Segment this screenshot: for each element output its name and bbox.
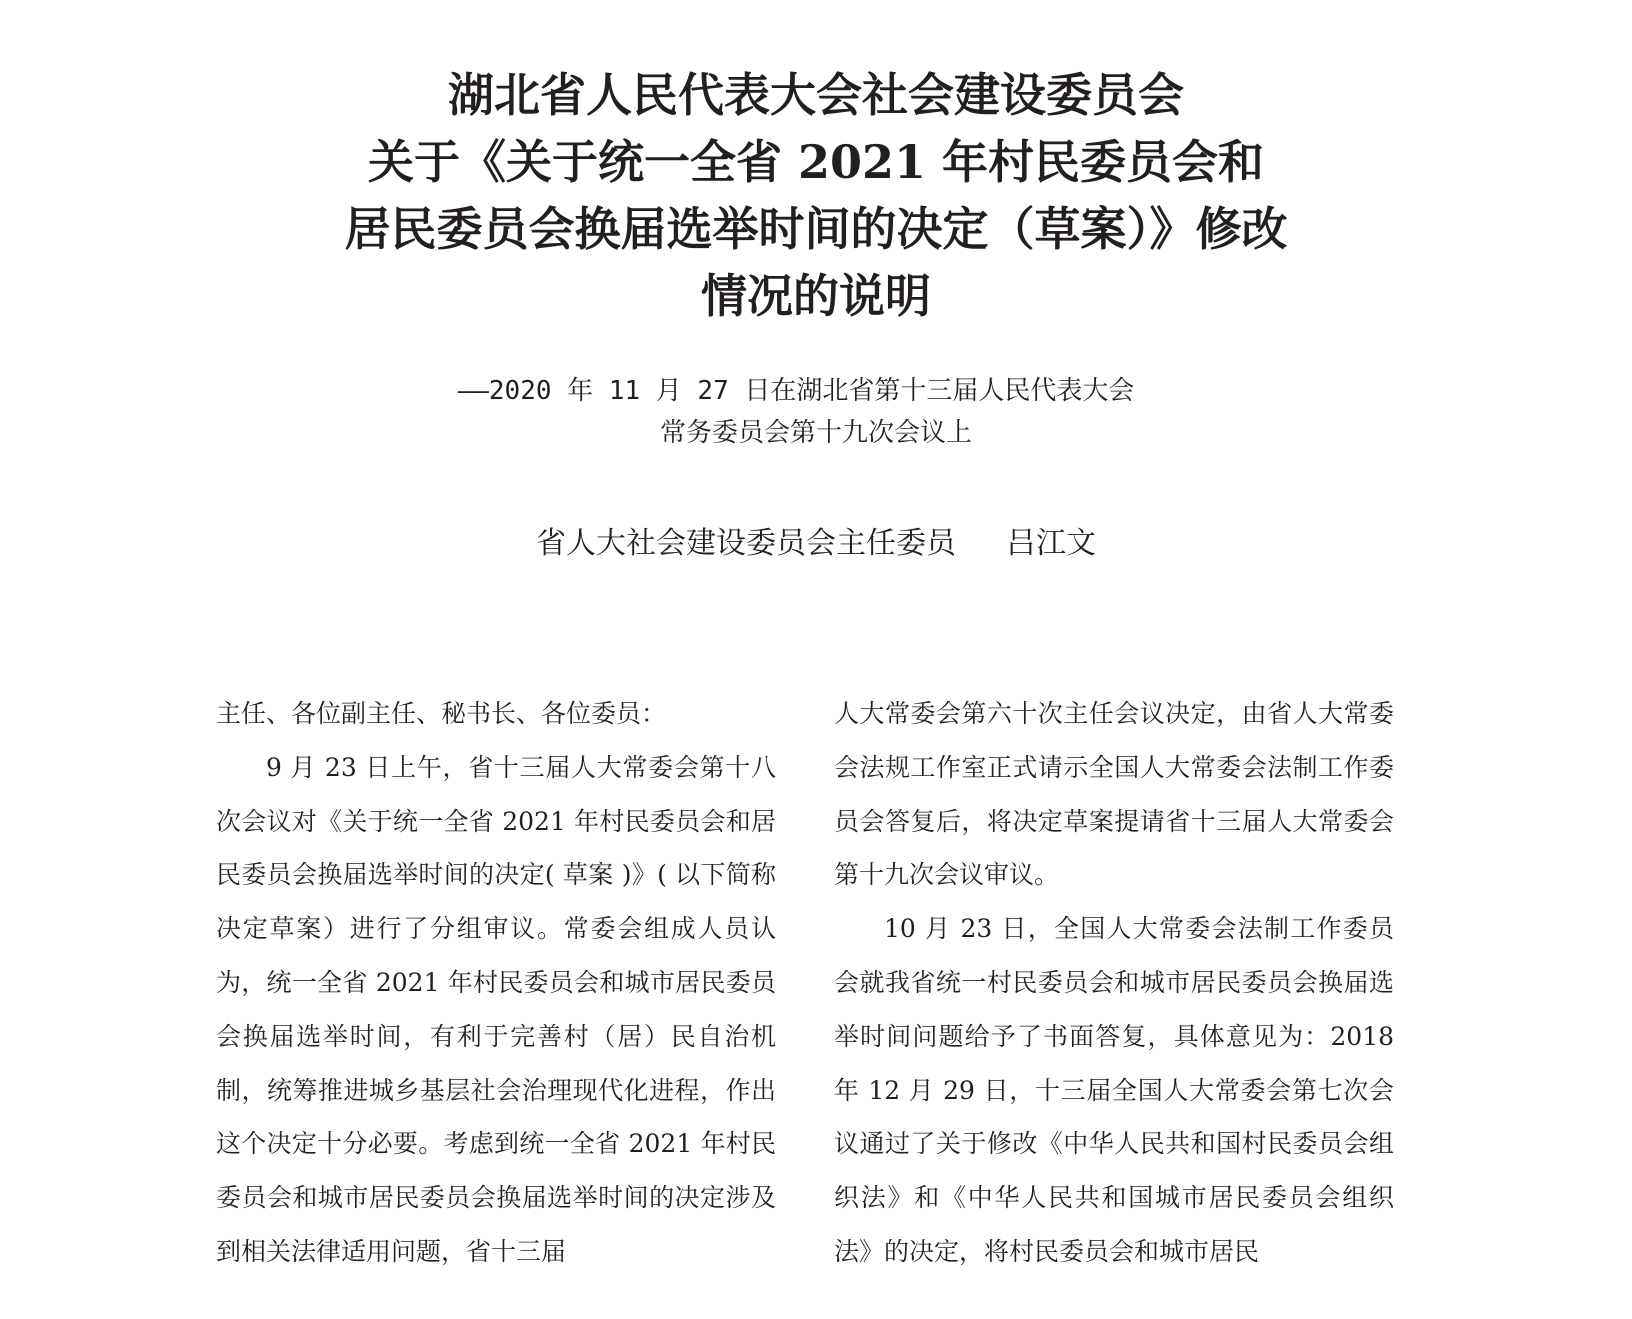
body-paragraph: 9 月 23 日上午，省十三届人大常委会第十八次会议对《关于统一全省 2021 年村民委员会和居民委员会换届选举时间的决定( 草案 )》( 以下简称决定草案）进行了分组审议。常委会组成人员认为，统一全省 2021 年村民委员会和城市居民委员会换届选举时间，有利于完善村（居）民自治机制，统筹推进城乡基层社会治理现代化进程，作出这个决定十分必要。考虑到统一全省 2021 年村民委员会和城市居民委员会换届选举时间的决定涉及到相关法律适用问题，省十三届 <box>216 752 776 1266</box>
subtitle-line-1: ——2020 年 11 月 27 日在湖北省第十三届人民代表大会 <box>457 376 1135 406</box>
title-line-4: 情况的说明 <box>701 269 931 323</box>
title-line-1: 湖北省人民代表大会社会建设委员会 <box>448 68 1184 122</box>
title-line-2: 关于《关于统一全省 2021 年村民委员会和 <box>367 135 1265 189</box>
body-column-left <box>216 687 776 1279</box>
body-paragraph-continued: 人大常委会第六十次主任会议决定，由省人大常委会法规工作室正式请示全国人大常委会法制工作委员会答复后，将决定草案提请省十三届人大常委会第十九次会议审议。 <box>834 699 1394 890</box>
salutation: 主任、各位副主任、秘书长、各位委员： <box>216 699 667 728</box>
author-name: 吕江文 <box>1006 526 1096 561</box>
author-position: 省人大社会建设委员会主任委员 <box>536 526 956 561</box>
body-column-right <box>834 687 1394 1279</box>
document-subtitle <box>0 370 1632 454</box>
document-title <box>0 62 1632 330</box>
subtitle-line-2: 常务委员会第十九次会议上 <box>659 418 972 448</box>
title-line-3: 居民委员会换届选举时间的决定（草案）》修改 <box>344 202 1288 256</box>
author-byline <box>0 522 1632 566</box>
body-paragraph: 10 月 23 日，全国人大常委会法制工作委员会就我省统一村民委员会和城市居民委员会换届选举时间问题给予了书面答复，具体意见为：2018 年 12 月 29 日，十三届全国人大常委会第七次会议通过了关于修改《中华人民共和国村民委员会组织法》和《中华人民共和国城市居民委员会组织法》的决定，将村民委员会和城市居民 <box>834 914 1394 1266</box>
